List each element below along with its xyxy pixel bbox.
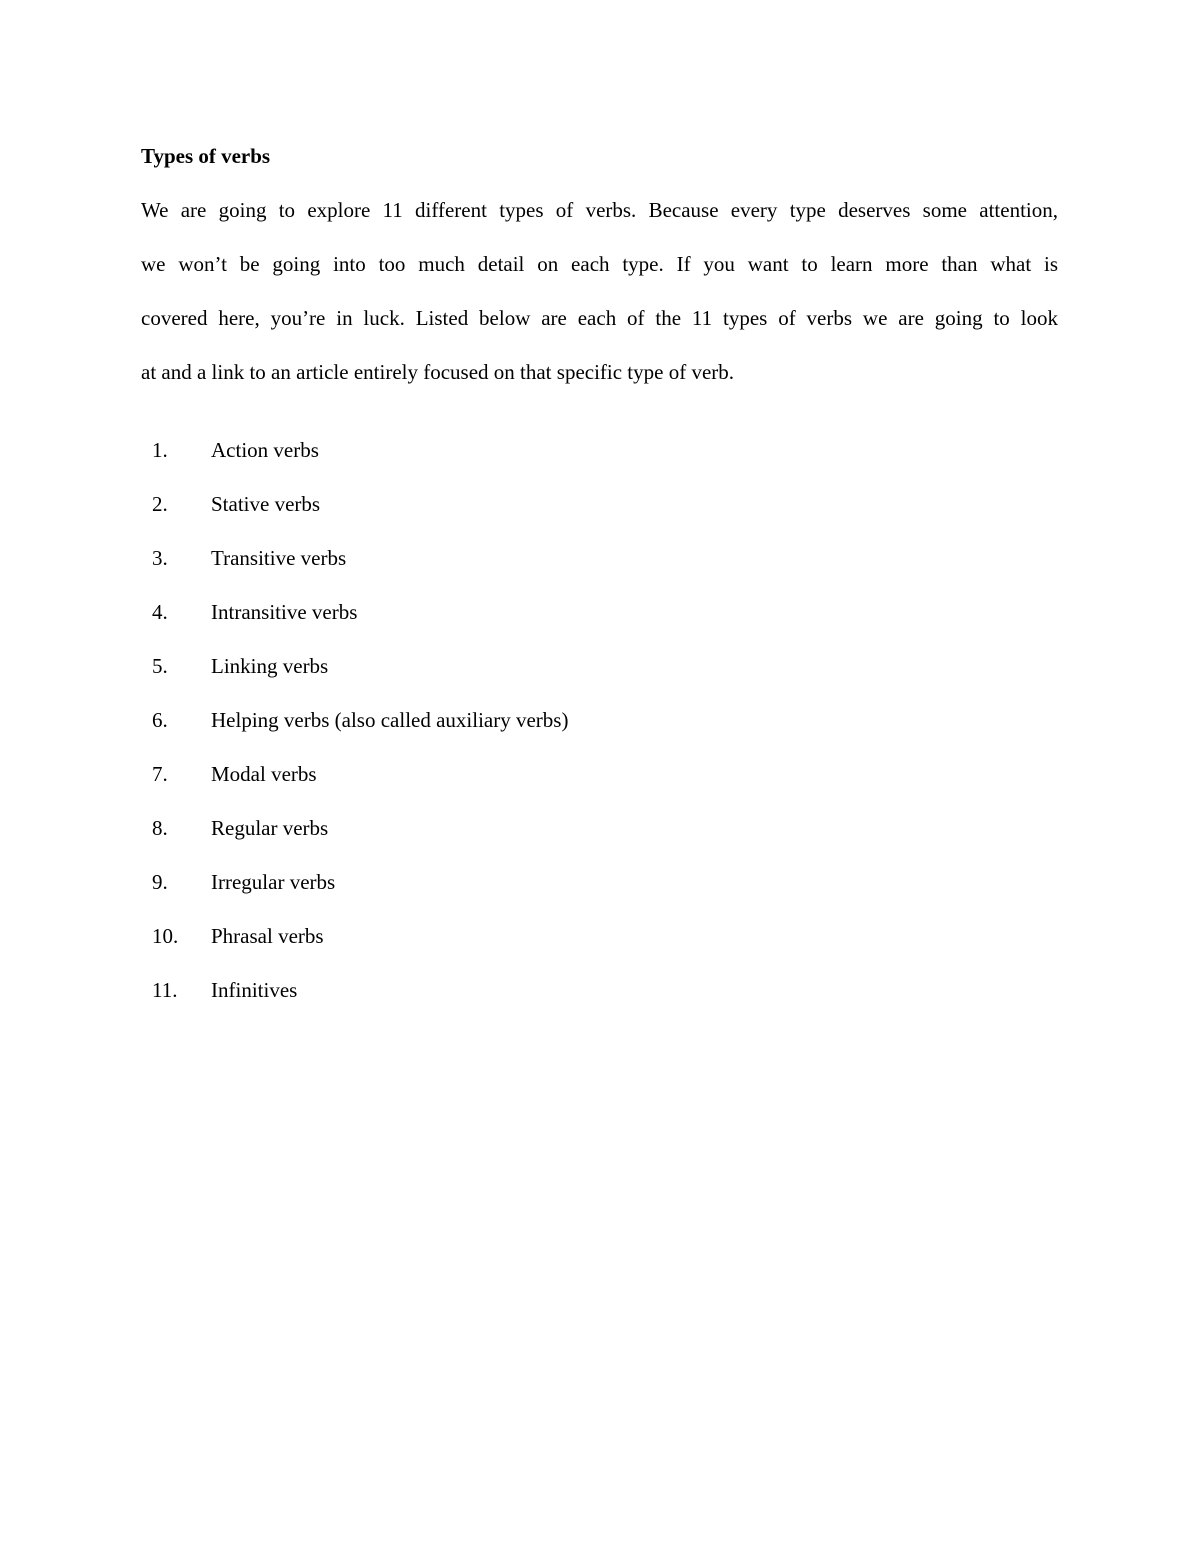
list-item-number: 9. bbox=[152, 870, 168, 894]
list-item-number: 8. bbox=[152, 816, 168, 840]
document-title: Types of verbs bbox=[141, 144, 271, 168]
list-item-label: Linking verbs bbox=[211, 654, 329, 678]
list-item-label: Action verbs bbox=[211, 438, 319, 462]
list-item-number: 7. bbox=[152, 762, 168, 786]
list-item-label: Infinitives bbox=[211, 978, 298, 1002]
list-item-label: Irregular verbs bbox=[211, 870, 336, 894]
list-item-number: 6. bbox=[152, 708, 168, 732]
list-item-label: Stative verbs bbox=[211, 492, 321, 516]
list-item-number: 4. bbox=[152, 600, 168, 624]
list-item-label: Helping verbs (also called auxiliary verbs) bbox=[211, 708, 569, 732]
list-item-label: Regular verbs bbox=[211, 816, 329, 840]
list-item-label: Transitive verbs bbox=[211, 546, 347, 570]
list-item-number: 3. bbox=[152, 546, 168, 570]
list-item-number: 11. bbox=[152, 978, 178, 1002]
list-item-number: 5. bbox=[152, 654, 168, 678]
list-item-label: Phrasal verbs bbox=[211, 924, 324, 948]
paragraph-line: at and a link to an article entirely focused on that specific type of verb. bbox=[141, 360, 735, 384]
paragraph-line: We are going to explore 11 different types of verbs. Because every type deserves some attention, bbox=[141, 198, 1058, 222]
list-item-number: 10. bbox=[152, 924, 179, 948]
list-item-label: Modal verbs bbox=[211, 762, 317, 786]
paragraph-line: covered here, you’re in luck. Listed below are each of the 11 types of verbs we are going to look bbox=[141, 306, 1058, 330]
list-item-label: Intransitive verbs bbox=[211, 600, 358, 624]
list-item-number: 1. bbox=[152, 438, 168, 462]
list-item-number: 2. bbox=[152, 492, 168, 516]
paragraph-line: we won’t be going into too much detail on each type. If you want to learn more than what is bbox=[141, 252, 1058, 276]
